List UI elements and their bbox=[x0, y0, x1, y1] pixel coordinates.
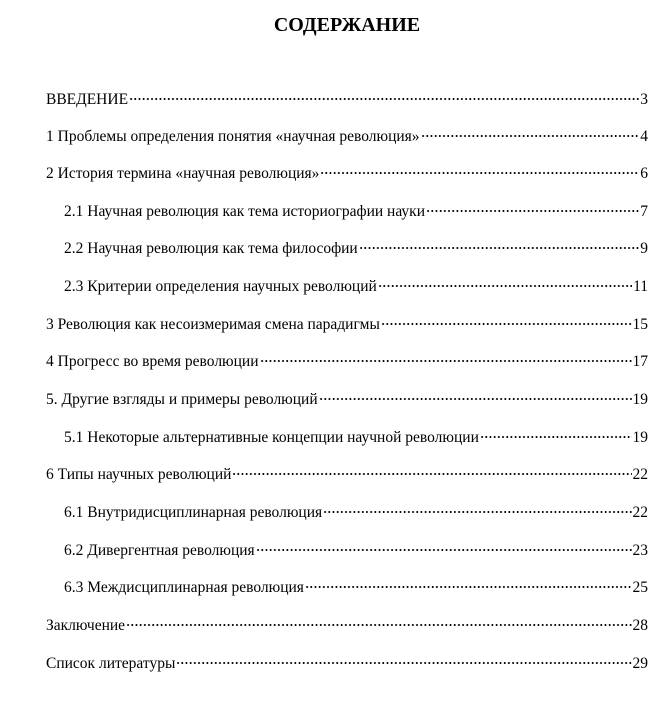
toc-entry-section-5[interactable] bbox=[46, 380, 648, 408]
toc-page-number: 9 bbox=[640, 240, 648, 257]
toc-entry-title: 3 Революция как несоизмеримая смена парадигмы bbox=[46, 316, 380, 333]
toc-page-number: 17 bbox=[632, 353, 648, 370]
toc-page-number: 28 bbox=[632, 617, 648, 634]
toc-entry-section-2[interactable] bbox=[46, 154, 648, 182]
dot-leader bbox=[426, 192, 639, 216]
dot-leader bbox=[176, 644, 631, 668]
dot-leader bbox=[323, 493, 631, 517]
toc-page-number: 22 bbox=[632, 466, 648, 483]
page-title: СОДЕРЖАНИЕ bbox=[273, 14, 421, 36]
dot-leader bbox=[129, 80, 639, 104]
dot-leader bbox=[256, 531, 632, 555]
toc-entry-title: 2.1 Научная революция как тема историографии науки bbox=[64, 203, 425, 220]
toc-entry-title: Список литературы bbox=[46, 655, 176, 672]
toc-page-number: 15 bbox=[632, 316, 648, 333]
toc-entry-title: 5.1 Некоторые альтернативные концепции научной революции bbox=[64, 429, 479, 446]
toc-entry-title: 6 Типы научных революций bbox=[46, 466, 232, 483]
toc-entry-conclusion[interactable] bbox=[46, 606, 648, 634]
toc-page-number: 7 bbox=[640, 203, 648, 220]
toc-entry-section-4[interactable] bbox=[46, 342, 648, 370]
toc-page-number: 19 bbox=[632, 429, 648, 446]
dot-leader bbox=[381, 305, 632, 329]
dot-leader bbox=[359, 229, 640, 253]
toc-entry-title: 4 Прогресс во время революции bbox=[46, 353, 259, 370]
toc-entry-section-2-1[interactable] bbox=[64, 192, 648, 220]
toc-page-number: 29 bbox=[632, 655, 648, 672]
toc-page-number: 23 bbox=[632, 542, 648, 559]
toc-entry-section-1[interactable] bbox=[46, 117, 648, 145]
toc-entry-section-5-1[interactable] bbox=[64, 418, 648, 446]
dot-leader bbox=[126, 606, 631, 630]
toc-entry-section-6-3[interactable] bbox=[64, 568, 648, 596]
dot-leader bbox=[480, 418, 632, 442]
dot-leader bbox=[305, 568, 632, 592]
toc-entry-bibliography[interactable] bbox=[46, 644, 648, 672]
toc-entry-section-6[interactable] bbox=[46, 455, 648, 483]
toc-page-number: 25 bbox=[632, 579, 648, 596]
toc-entry-title: 5. Другие взгляды и примеры революций bbox=[46, 391, 318, 408]
toc-entry-title: Заключение bbox=[46, 617, 126, 634]
toc-entry-title: ВВЕДЕНИЕ bbox=[46, 91, 129, 108]
toc-page-number: 11 bbox=[633, 278, 648, 295]
toc-page-number: 22 bbox=[632, 504, 648, 521]
toc-entry-title: 2.3 Критерии определения научных революций bbox=[64, 278, 377, 295]
toc-page-number: 6 bbox=[640, 165, 648, 182]
toc-page-number: 3 bbox=[640, 91, 648, 108]
toc-entry-section-6-1[interactable] bbox=[64, 493, 648, 521]
toc-page-number: 4 bbox=[640, 128, 648, 145]
toc-entry-title: 6.3 Междисциплинарная революция bbox=[64, 579, 304, 596]
dot-leader bbox=[378, 267, 632, 291]
toc-entry-section-6-2[interactable] bbox=[64, 531, 648, 559]
toc-entry-title: 6.2 Дивергентная революция bbox=[64, 542, 255, 559]
toc-entry-title: 6.1 Внутридисциплинарная революция bbox=[64, 504, 323, 521]
toc-entry-title: 1 Проблемы определения понятия «научная революция» bbox=[46, 128, 420, 145]
dot-leader bbox=[232, 455, 631, 479]
toc-page-number: 19 bbox=[632, 391, 648, 408]
toc-entry-section-2-2[interactable] bbox=[64, 229, 648, 257]
toc-entry-introduction[interactable] bbox=[46, 80, 648, 108]
dot-leader bbox=[319, 380, 632, 404]
toc-entry-title: 2 История термина «научная революция» bbox=[46, 165, 320, 182]
dot-leader bbox=[260, 342, 632, 366]
toc-entry-section-3[interactable] bbox=[46, 305, 648, 333]
dot-leader bbox=[320, 154, 639, 178]
toc-entry-title: 2.2 Научная революция как тема философии bbox=[64, 240, 358, 257]
toc-entry-section-2-3[interactable] bbox=[64, 267, 648, 295]
dot-leader bbox=[421, 117, 640, 141]
